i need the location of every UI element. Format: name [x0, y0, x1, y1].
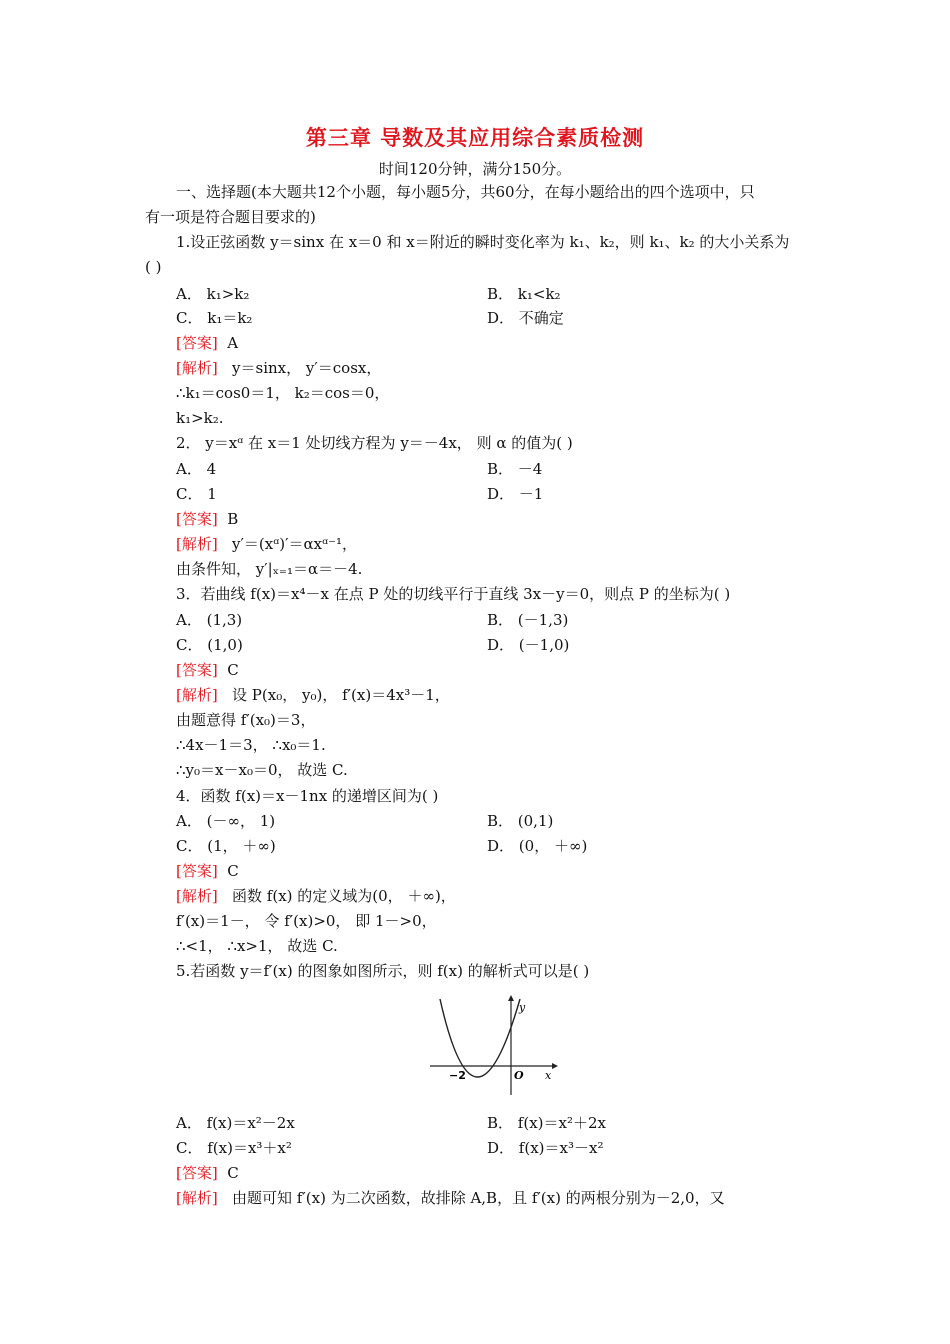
answer-label: [答案]: [176, 510, 218, 528]
q2-stem: 2． y＝xᵅ 在 x＝1 处切线方程为 y＝－4x， 则 α 的值为( ): [176, 434, 573, 452]
q2-option-d: D． －1: [487, 485, 544, 503]
q1-option-c: C． k₁＝k₂: [176, 309, 253, 327]
explanation-label: [解析]: [176, 887, 218, 905]
q3-option-d: D． (－1,0): [487, 636, 570, 654]
q3-exp-4: ∴y₀＝x－x₀＝0， 故选 C.: [176, 761, 348, 779]
y-axis-arrow: [508, 995, 514, 1001]
q1-exp-2: ∴k₁＝cos0＝1， k₂＝cos＝0，: [176, 384, 390, 402]
q2-option-c: C． 1: [176, 485, 217, 503]
answer-label: [答案]: [176, 862, 218, 880]
q5-option-b: B． f(x)＝x²＋2x: [487, 1114, 606, 1132]
answer-label: [答案]: [176, 1164, 218, 1182]
q2-answer-value: B: [227, 510, 239, 528]
q2-exp-2: 由条件知， y′|ₓ₌₁＝α＝－4.: [176, 560, 363, 578]
q1-stem: 1.设正弦函数 y＝sinx 在 x＝0 和 x＝附近的瞬时变化率为 k₁、k₂，则 k₁、k₂ 的大小关系为: [176, 233, 790, 251]
x-axis-label: x: [545, 1069, 552, 1082]
q5-answer: [176, 1163, 239, 1183]
q1-explanation: [176, 358, 381, 378]
q1-stem-cont: ( ): [145, 258, 162, 276]
q4-exp-1: 函数 f(x) 的定义域为(0， ＋∞)，: [232, 887, 456, 905]
q4-answer: [176, 861, 239, 881]
explanation-label: [解析]: [176, 686, 218, 704]
q3-stem: 3．若曲线 f(x)＝x⁴－x 在点 P 处的切线平行于直线 3x－y＝0，则点 P 的坐标为( ): [176, 585, 731, 603]
tick-label-neg2: −2: [449, 1069, 466, 1082]
q2-exp-1: y′＝(xᵅ)′＝αxᵅ⁻¹，: [232, 535, 357, 553]
x-axis-arrow: [552, 1063, 558, 1069]
q2-option-b: B． －4: [487, 460, 543, 478]
answer-label: [答案]: [176, 661, 218, 679]
q2-answer: [176, 509, 238, 529]
q5-explanation: [176, 1188, 725, 1208]
q3-option-c: C． (1,0): [176, 636, 243, 654]
q1-option-b: B． k₁<k₂: [487, 285, 561, 303]
q1-option-d: D． 不确定: [487, 309, 564, 327]
q4-exp-2: f′(x)＝1－， 令 f′(x)>0， 即 1－>0，: [176, 912, 437, 930]
q4-answer-value: C: [227, 862, 239, 880]
explanation-label: [解析]: [176, 535, 218, 553]
q2-explanation: [176, 534, 357, 554]
q3-option-a: A． (1,3): [176, 611, 243, 629]
q4-option-b: B． (0,1): [487, 812, 554, 830]
q3-answer-value: C: [227, 661, 239, 679]
q5-option-d: D． f(x)＝x³－x²: [487, 1139, 604, 1157]
y-axis-label: y: [519, 1001, 526, 1014]
section-intro-cont: 有一项是符合题目要求的): [145, 208, 316, 226]
q5-stem: 5.若函数 y＝f′(x) 的图象如图所示，则 f(x) 的解析式可以是( ): [176, 962, 590, 980]
q4-option-d: D． (0， ＋∞): [487, 837, 588, 855]
origin-label: O: [514, 1069, 524, 1082]
q3-exp-2: 由题意得 f′(x₀)＝3，: [176, 711, 316, 729]
section-intro: 一、选择题(本大题共12个小题，每小题5分，共60分，在每小题给出的四个选项中，只: [176, 183, 755, 201]
q5-option-c: C． f(x)＝x³＋x²: [176, 1139, 292, 1157]
q3-option-b: B． (－1,3): [487, 611, 569, 629]
q1-answer-value: A: [227, 334, 239, 352]
q2-option-a: A． 4: [176, 460, 217, 478]
answer-label: [答案]: [176, 334, 218, 352]
q4-option-c: C． (1， ＋∞): [176, 837, 276, 855]
q4-exp-3: ∴<1， ∴x>1， 故选 C.: [176, 937, 338, 955]
q5-option-a: A． f(x)＝x²－2x: [176, 1114, 295, 1132]
q3-answer: [176, 660, 239, 680]
q1-exp-3: k₁>k₂.: [176, 409, 224, 427]
explanation-label: [解析]: [176, 1189, 218, 1207]
q1-exp-1: y＝sinx， y′＝cosx，: [232, 359, 382, 377]
q1-option-a: A． k₁>k₂: [176, 285, 250, 303]
parabola-curve: [440, 999, 520, 1077]
q3-exp-3: ∴4x－1＝3， ∴x₀＝1.: [176, 736, 326, 754]
q3-exp-1: 设 P(x₀， y₀)， f′(x)＝4x³－1，: [232, 686, 450, 704]
q4-stem: 4．函数 f(x)＝x－1nx 的递增区间为( ): [176, 787, 439, 805]
q4-explanation: [176, 886, 456, 906]
q1-answer: [176, 333, 238, 353]
q5-exp-1: 由题可知 f′(x) 为二次函数，故排除 A,B，且 f′(x) 的两根分别为－2,0，又: [232, 1189, 725, 1207]
q4-option-a: A． (－∞， 1): [176, 812, 276, 830]
explanation-label: [解析]: [176, 359, 218, 377]
derivative-graph: [426, 995, 558, 1095]
exam-time-info: 时间120分钟，满分150分。: [378, 160, 572, 178]
page-title: 第三章 导数及其应用综合素质检测: [305, 125, 645, 150]
q5-answer-value: C: [227, 1164, 239, 1182]
q3-explanation: [176, 685, 450, 705]
